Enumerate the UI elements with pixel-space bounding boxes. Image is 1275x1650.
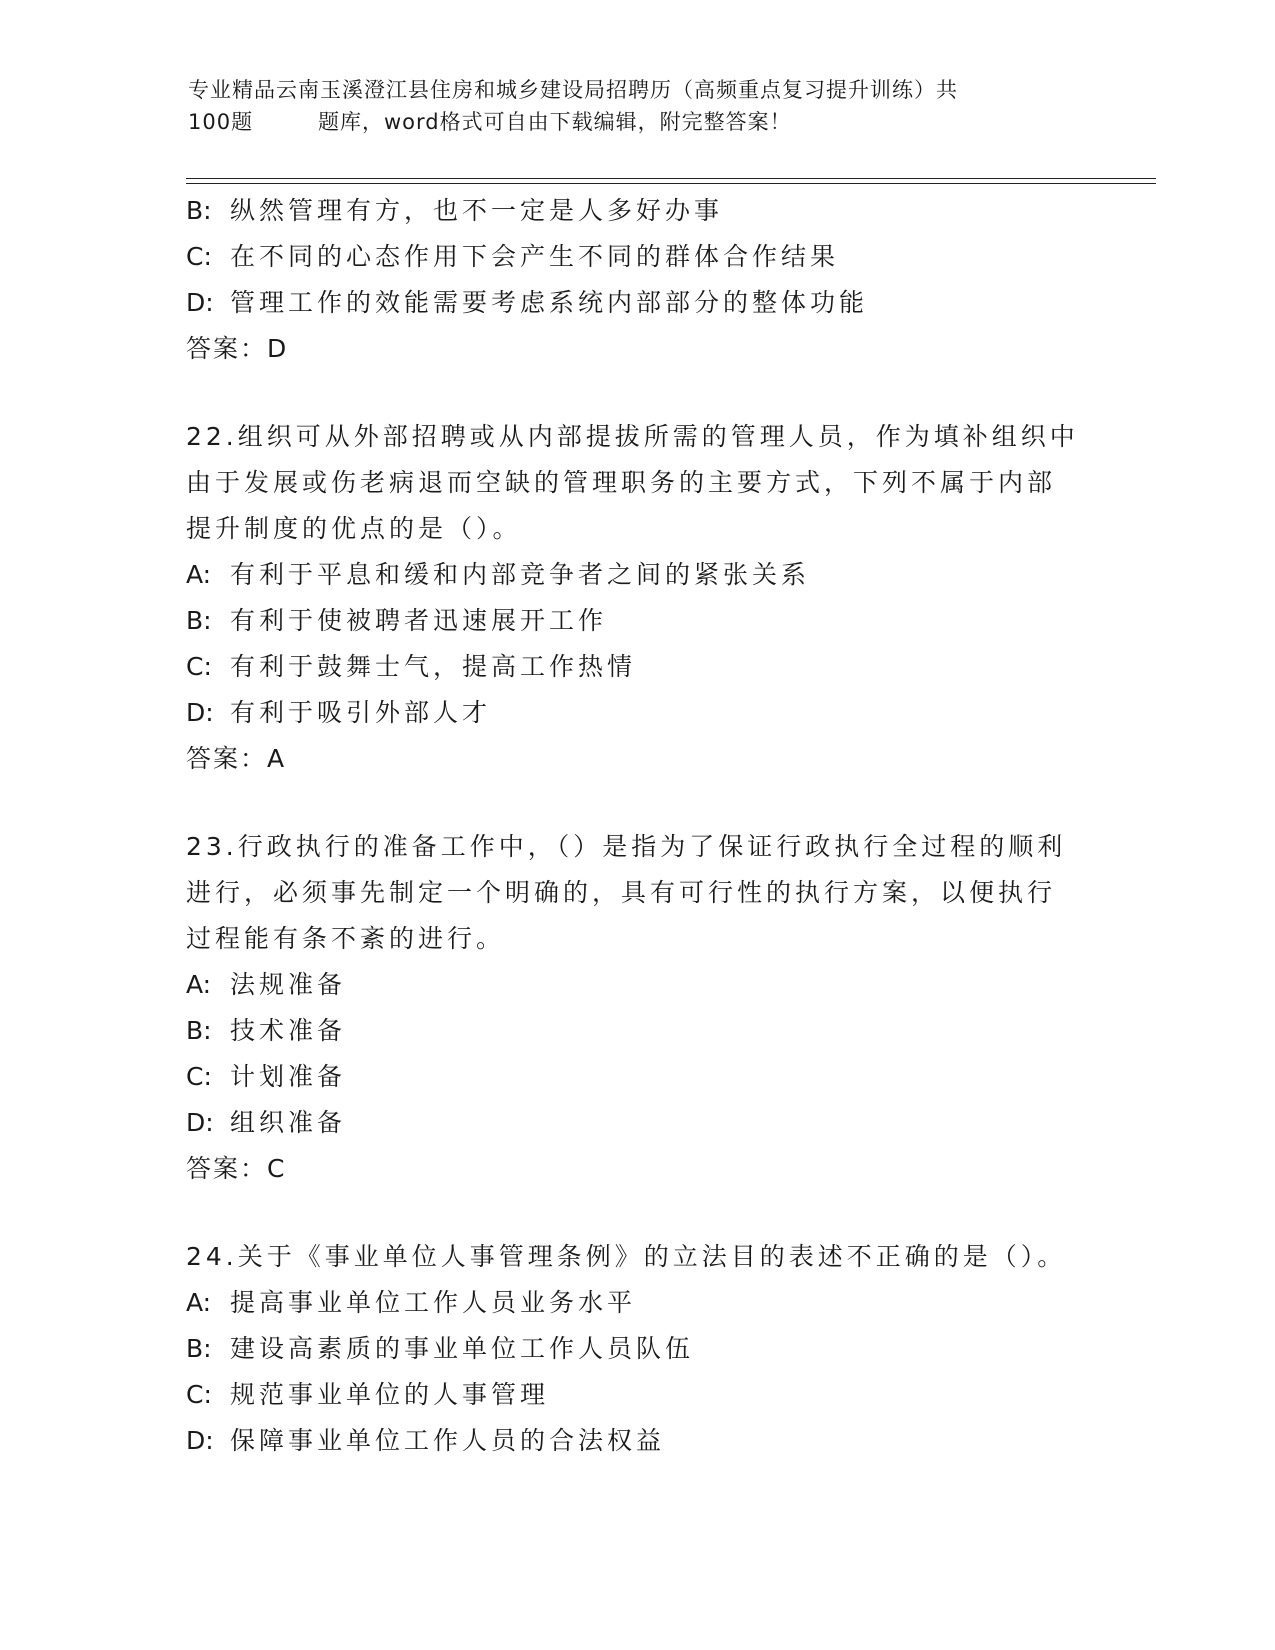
option-d: D: 保障事业单位工作人员的合法权益 xyxy=(186,1426,666,1455)
option-a: A: 有利于平息和缓和内部竞争者之间的紧张关系 xyxy=(186,560,811,589)
question-text-line: 进行，必须事先制定一个明确的，具有可行性的执行方案，以便执行 xyxy=(186,878,1057,907)
option-c: C: 计划准备 xyxy=(186,1062,347,1091)
option-a: A: 法规准备 xyxy=(186,970,347,999)
header-rule-bottom xyxy=(186,183,1156,184)
header-title-line2-text: 题库，word格式可自由下载编辑，附完整答案！ xyxy=(318,110,792,134)
option-b: B: 技术准备 xyxy=(186,1016,347,1045)
option-c: C: 有利于鼓舞士气，提高工作热情 xyxy=(186,652,637,681)
question-text-line: 23.行政执行的准备工作中，（）是指为了保证行政执行全过程的顺利 xyxy=(186,832,1067,861)
document-header xyxy=(188,74,1088,138)
question-21-continued xyxy=(186,188,1086,372)
option-b: B: 有利于使被聘者迅速展开工作 xyxy=(186,606,608,635)
question-text-line: 过程能有条不紊的进行。 xyxy=(186,924,506,953)
option-b: B: 建设高素质的事业单位工作人员队伍 xyxy=(186,1334,695,1363)
option-c: C: 在不同的心态作用下会产生不同的群体合作结果 xyxy=(186,242,840,271)
option-d: D: 有利于吸引外部人才 xyxy=(186,698,492,727)
header-title-line1: 专业精品云南玉溪澄江县住房和城乡建设局招聘历（高频重点复习提升训练）共 xyxy=(188,78,958,102)
option-b: B: 纵然管理有方，也不一定是人多好办事 xyxy=(186,196,724,225)
option-d: D: 管理工作的效能需要考虑系统内部部分的整体功能 xyxy=(186,288,869,317)
option-d: D: 组织准备 xyxy=(186,1108,347,1137)
header-title-line2 xyxy=(188,106,1088,138)
question-23 xyxy=(186,824,1086,1192)
header-rule-top xyxy=(186,178,1156,179)
question-text-line: 22.组织可从外部招聘或从内部提拔所需的管理人员，作为填补组织中 xyxy=(186,422,1079,451)
option-a: A: 提高事业单位工作人员业务水平 xyxy=(186,1288,637,1317)
question-text-line: 由于发展或伤老病退而空缺的管理职务的主要方式，下列不属于内部 xyxy=(186,468,1057,497)
answer-label: 答案：C xyxy=(186,1154,287,1183)
header-question-count: 100题 xyxy=(188,110,254,134)
question-text-line: 提升制度的优点的是（）。 xyxy=(186,514,522,543)
option-c: C: 规范事业单位的人事管理 xyxy=(186,1380,550,1409)
question-text-line: 24.关于《事业单位人事管理条例》的立法目的表述不正确的是（）。 xyxy=(186,1242,1067,1271)
question-list xyxy=(186,188,1086,1464)
question-24 xyxy=(186,1234,1086,1464)
answer-label: 答案：A xyxy=(186,744,287,773)
answer-label: 答案：D xyxy=(186,334,289,363)
question-22 xyxy=(186,414,1086,782)
